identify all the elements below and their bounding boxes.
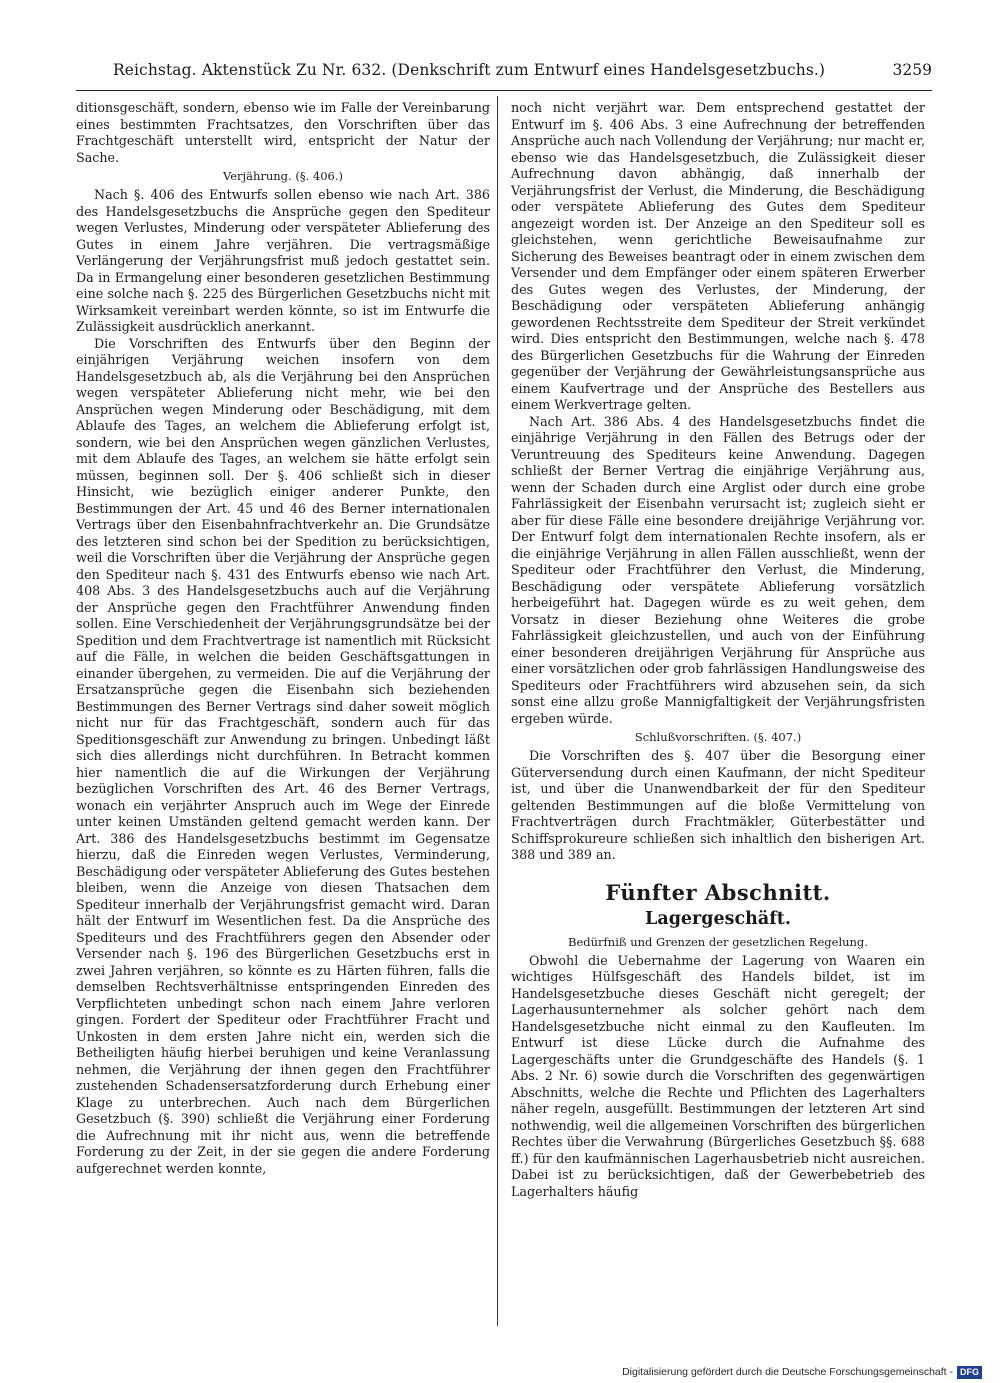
paragraph: ditionsgeschäft, sondern, ebenso wie im Falle der Vereinbarung eines bestimmten Frachtsatzes, den Vorschriften über das Frachtgeschäft unterstellt wird, entspricht der Natur der Sache. xyxy=(76,100,490,165)
header-title: Reichstag. Aktenstück Zu Nr. 632. (Denkschrift zum Entwurf eines Handelsgesetzbuchs.) xyxy=(112,61,826,79)
paragraph: Nach §. 406 des Entwurfs sollen ebenso wie nach Art. 386 des Handelsgesetzbuchs die Ansprüche gegen den Spediteur wegen Verlustes, Minderung oder verspäteter Ablieferung des Gutes in einem Jahre verjähren. Die vertragsmäßige Verlängerung der Verjährungsfrist muß jedoch gestattet sein. Da in Ermangelung einer besonderen gesetzlichen Bestimmung eine solche nach §. 225 des Bürgerlichen Gesetzbuchs nicht mit Wirksamkeit vereinbart werden könnte, so ist im Entwurfe die Zulässigkeit ausdrücklich anerkannt. xyxy=(76,187,490,334)
column-divider xyxy=(497,96,498,1326)
paragraph: Obwohl die Uebernahme der Lagerung von Waaren ein wichtiges Hülfsgeschäft des Handels bildet, ist im Handelsgesetzbuche dieses Geschäft nicht geregelt; der Lagerhausunternehmer als solcher gehört nach dem Handelsgesetzbuche nicht einmal zu den Kaufleuten. Im Entwurf ist diese Lücke durch die Aufnahme des Lagergeschäfts unter die Grundgeschäfte des Handels (§. 1 Abs. 2 Nr. 6) sowie durch die Vorschriften des gegenwärtigen Abschnitts, welche die Rechte und Pflichten des Lagerhalters näher regeln, ausgefüllt. Bestimmungen der letzteren Art sind nothwendig, weil die allgemeinen Vorschriften des bürgerlichen Rechtes über die Verwahrung (Bürgerliches Gesetzbuch §§. 688 ff.) für den kaufmännischen Lagerhausbetrieb nicht ausreichen. Dabei ist zu berücksichtigen, daß der Gewerbebetrieb des Lagerhalters häufig xyxy=(511,952,925,1199)
header-rule xyxy=(76,90,932,91)
left-column xyxy=(76,100,490,1177)
section-heading-verjaehrung: Verjährung. (§. 406.) xyxy=(222,169,343,183)
running-header xyxy=(76,58,932,90)
funding-note: Digitalisierung gefördert durch die Deutsche Forschungsgemeinschaft - xyxy=(622,1366,953,1378)
dfg-logo: DFG xyxy=(957,1366,982,1379)
paragraph: Die Vorschriften des Entwurfs über den Beginn der einjährigen Verjährung weichen insofern von dem Handelsgesetzbuch ab, als die Verjährung bei den Ansprüchen wegen verspäteter Ablieferung nicht mehr, wie bei den Ansprüchen wegen Minderung oder Beschädigung, mit dem Ablaufe des Tages, an welchem die Ablieferung erfolgt ist, sondern, wie bei den Ansprüchen wegen gänzlichen Verlustes, mit dem Ablaufe des Tages, an welchem sie hätte erfolgt sein müssen, beginnen soll. Der §. 406 schließt sich in dieser Hinsicht, wie bezüglich einiger anderer Punkte, den Bestimmungen der Art. 45 und 46 des Berner internationalen Vertrags über den Eisenbahnfrachtverkehr an. Die Grundsätze des letzteren sind schon bei der Spedition zu berücksichtigen, weil die Vorschriften über die Verjährung der Ansprüche gegen den Spediteur nach §. 431 des Entwurfs ebenso wie nach Art. 408 Abs. 3 des Handelsgesetzbuchs auch auf die Verjährung der Ansprüche gegen den Frachtführer Anwendung finden sollen. Eine Verschiedenheit der Verjährungsgrundsätze bei der Spedition und dem Frachtvertrage ist namentlich mit Rücksicht auf die Fälle, in welchen die beiden Geschäftsgattungen in einander übergehen, zu vermeiden. Die auf die Verjährung der Ersatzansprüche gegen die Eisenbahn sich beziehenden Bestimmungen des Berner Vertrags sind daher soweit möglich nicht nur für das Frachtgeschäft, sondern auch für das Speditionsgeschäft zur Anwendung zu bringen. Unbedingt läßt sich dies allerdings nicht durchführen. In Betracht kommen hier namentlich die auf die Wirkungen der Verjährung bezüglichen Vorschriften des Art. 46 des Berner Vertrags, wonach ein verjährter Anspruch auch im Wege der Einrede unter keinen Umständen geltend gemacht werden kann. Der Art. 386 des Handelsgesetzbuchs bestimmt im Gegensatze hierzu, daß die Einreden wegen Verlustes, Verminderung, Beschädigung oder verspäteter Ablieferung des Gutes bestehen bleiben, wenn die Anzeige von diesen Thatsachen dem Spediteur innerhalb der Verjährungsfrist gemacht wird. Daran hält der Entwurf im Wesentlichen fest. Da die Ansprüche des Spediteurs und des Frachtführers gegen den Absender oder Versender nach §. 196 des Bürgerlichen Gesetzbuchs erst in zwei Jahren verjähren, so könnte es zu Härten führen, falls die demselben Rechtsverhältnisse entspringenden Einreden des Verpflichteten unbedingt schon nach einem Jahre verloren gingen. Fordert der Spediteur oder Frachtführer Fracht und Unkosten in dem ersten Jahre nicht ein, werden sich die Betheiligten häufig hierbei beruhigen und keine Veranlassung nehmen, die Verjährung der ihnen gegen den Frachtführer zustehenden Schadensersatzforderung durch Erhebung einer Klage zu unterbrechen. Auch nach dem Bürgerlichen Gesetzbuch (§. 390) schließt die Verjährung einer Forderung die Aufrechnung mit ihr nicht aus, wenn die betreffende Forderung zu der Zeit, in der sie gegen die andere Forderung aufgerechnet werden konnte, xyxy=(76,335,490,1176)
right-column xyxy=(511,100,925,1200)
section-heading-beduerfniss: Bedürfniß und Grenzen der gesetzlichen Regelung. xyxy=(568,934,868,949)
digitization-footer xyxy=(622,1365,982,1379)
paragraph: Nach Art. 386 Abs. 4 des Handelsgesetzbuchs findet die einjährige Verjährung in den Fällen des Betrugs oder der Veruntreuung des Spediteurs keine Anwendung. Dagegen schließt der Berner Vertrag die einjährige Verjährung aus, wenn der Schaden durch eine Arglist oder durch eine grobe Fahrlässigkeit der Eisenbahn verursacht ist; zugleich sieht er aber für diese Fälle eine besondere dreijährige Verjährung vor. Der Entwurf folgt dem internationalen Rechte insofern, als er die einjährige Verjährung in allen Fällen ausschließt, wenn der Spediteur oder Frachtführer den Verlust, die Minderung, Beschädigung oder verspätete Ablieferung vorsätzlich herbeigeführt hat. Dagegen würde es zu weit gehen, dem Vorsatz in dieser Beziehung ohne Weiteres die grobe Fahrlässigkeit gleichzustellen, und auch von der Einführung einer besonderen dreijährigen Verjährung für Ansprüche aus einer vorsätzlichen oder grob fahrlässigen Handlungsweise des Spediteurs oder Frachtführers wird abzusehen sein, da sich sonst eine allzu große Mannigfaltigkeit der Verjährungsfristen ergeben würde. xyxy=(511,413,925,726)
paragraph: Die Vorschriften des §. 407 über die Besorgung einer Güterversendung durch einen Kaufmann, der nicht Spediteur ist, und über die Unanwendbarkeit der für den Spediteur geltenden Bestimmungen auf die bloße Vermittelung von Frachtverträgen durch Frachtmäkler, Güterbestätter und Schiffsprokureure schließen sich inhaltlich den bisherigen Art. 388 und 389 an. xyxy=(511,748,925,862)
page-number: 3259 xyxy=(892,61,932,79)
chapter-subheading: Lagergeschäft. xyxy=(645,908,791,929)
paragraph: noch nicht verjährt war. Dem entsprechend gestattet der Entwurf im §. 406 Abs. 3 eine Aufrechnung der betreffenden Ansprüche auch nach Vollendung der Verjährung; nur macht er, ebenso wie das Handelsgesetzbuch, die Zulässigkeit dieser Aufrechnung davon abhängig, daß innerhalb der Verjährungsfrist der Verlust, die Minderung, die Beschädigung oder verspätete Ablieferung des Gutes dem Spediteur angezeigt worden ist. Der Anzeige an den Spediteur soll es gleichstehen, wenn gerichtliche Beweisaufnahme zur Sicherung des Beweises beantragt oder in einem zwischen dem Versender und dem Empfänger oder einem späteren Erwerber des Gutes wegen des Verlustes, der Minderung, der Beschädigung oder verspäteten Ablieferung anhängig gewordenen Rechtsstreite dem Spediteur der Streit verkündet wird. Dies entspricht den Bestimmungen, welche nach §. 478 des Bürgerlichen Gesetzbuchs für die Wahrung der Einreden gegenüber der Verjährung der Gewährleistungsansprüche aus einem Kaufvertrage und der Ansprüche des Bestellers aus einem Werkvertrage gelten. xyxy=(511,100,925,412)
chapter-heading: Fünfter Abschnitt. xyxy=(605,879,831,905)
section-heading-schlussvorschriften: Schlußvorschriften. (§. 407.) xyxy=(634,730,802,744)
